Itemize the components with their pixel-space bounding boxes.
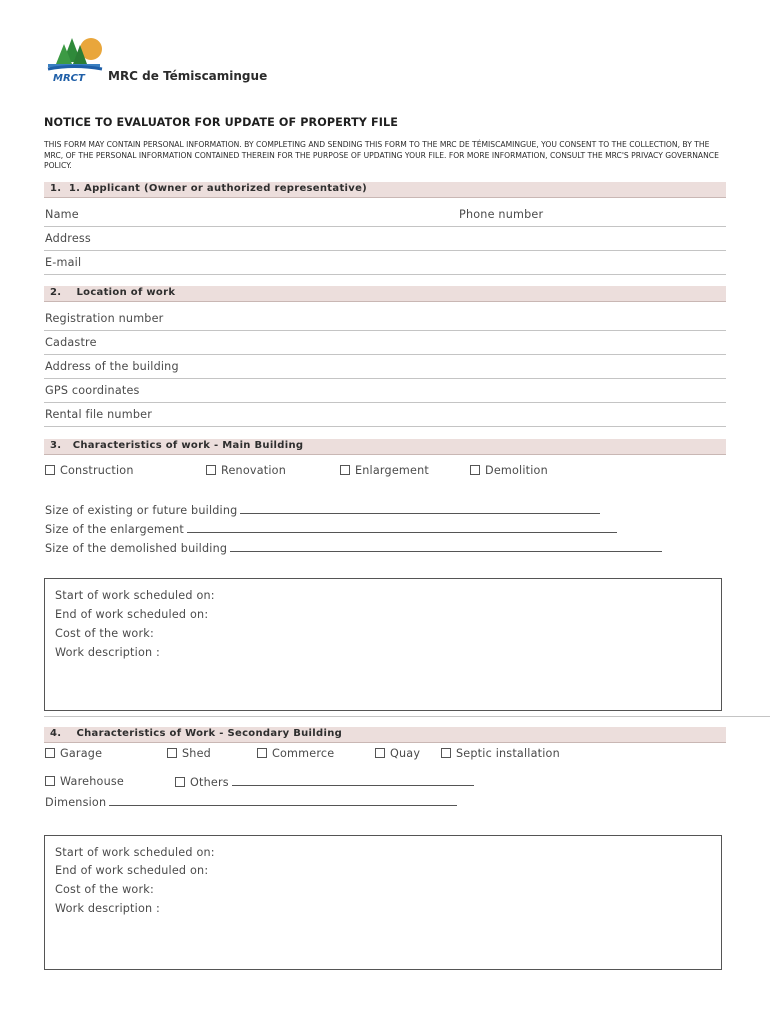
checkbox-icon (45, 465, 55, 475)
checkbox-icon (167, 748, 177, 758)
size-existing-label: Size of existing or future building (45, 504, 238, 517)
septic-installation-label: Septic installation (456, 747, 560, 760)
building-address-row[interactable] (44, 356, 726, 379)
section-3-title: 3. Characteristics of work - Main Building (50, 440, 304, 451)
checkbox-quay[interactable] (375, 747, 420, 760)
checkbox-garage[interactable] (45, 747, 102, 760)
section-1-title: 1. 1. Applicant (Owner or authorized representative) (50, 183, 368, 194)
size-demolished-line[interactable] (230, 541, 662, 552)
address-row[interactable] (44, 228, 726, 251)
registration-number-row[interactable] (44, 308, 726, 331)
garage-label: Garage (60, 747, 103, 760)
work-end-label: End of work scheduled on: (55, 608, 209, 621)
phone-label: Phone number (459, 208, 544, 221)
section-4-title: 4. Characteristics of Work - Secondary Building (50, 728, 343, 739)
main-building-work-details-box[interactable] (44, 578, 722, 711)
email-row[interactable] (44, 252, 726, 275)
section-4-header (44, 727, 726, 743)
secondary-building-work-details-box[interactable] (44, 835, 722, 970)
name-label: Name (45, 208, 79, 221)
svg-text:MRCT: MRCT (53, 73, 85, 84)
privacy-notice: THIS FORM MAY CONTAIN PERSONAL INFORMATION. BY COMPLETING AND SENDING THIS FORM TO THE MRC DE TÉMISCAMINGUE, YOU CONSENT TO THE COLLECTION, BY THE MRC, OF THE PERSONAL INFORMATION CONTAINED THEREIN FOR THE PURPOSE OF UPDATING YOUR FILE. FOR MORE INFORMATION, CONSULT THE MRC'S PRIVACY GOVERNANCE POLICY. (44, 140, 719, 170)
gps-coordinates-row[interactable] (44, 380, 726, 403)
form-title: NOTICE TO EVALUATOR FOR UPDATE OF PROPERTY FILE (44, 116, 398, 129)
section-2-header (44, 286, 726, 302)
size-enlargement-label: Size of the enlargement (45, 523, 184, 536)
email-label: E-mail (45, 256, 82, 269)
checkbox-icon (470, 465, 480, 475)
others-line[interactable] (232, 775, 474, 786)
section-3-header (44, 439, 726, 455)
dimension-line[interactable] (109, 795, 457, 806)
checkbox-icon (45, 776, 55, 786)
work-description-label: Work description : (55, 902, 161, 915)
registration-number-label: Registration number (45, 312, 164, 325)
work-cost-label: Cost of the work: (55, 627, 154, 640)
checkbox-commerce[interactable] (257, 747, 334, 760)
warehouse-label: Warehouse (60, 775, 124, 788)
checkbox-icon (257, 748, 267, 758)
work-end-label: End of work scheduled on: (55, 864, 209, 877)
name-phone-row[interactable] (44, 204, 726, 227)
checkbox-renovation[interactable] (206, 464, 286, 477)
size-demolished-label: Size of the demolished building (45, 542, 228, 555)
checkbox-shed[interactable] (167, 747, 211, 760)
section-2-title: 2. Location of work (50, 287, 176, 298)
rental-file-number-label: Rental file number (45, 408, 153, 421)
gps-coordinates-label: GPS coordinates (45, 384, 140, 397)
checkbox-enlargement[interactable] (340, 464, 429, 477)
commerce-label: Commerce (272, 747, 335, 760)
checkbox-icon (340, 465, 350, 475)
size-enlargement-field[interactable] (45, 522, 617, 536)
section-divider (44, 716, 770, 717)
dimension-field[interactable] (45, 795, 457, 809)
dimension-label: Dimension (45, 796, 107, 809)
checkbox-construction[interactable] (45, 464, 134, 477)
section-1-header (44, 182, 726, 198)
work-start-label: Start of work scheduled on: (55, 846, 215, 859)
checkbox-icon (206, 465, 216, 475)
checkbox-icon (175, 777, 185, 787)
address-label: Address (45, 232, 91, 245)
checkbox-icon (375, 748, 385, 758)
enlargement-label: Enlargement (355, 464, 429, 477)
work-cost-label: Cost of the work: (55, 883, 154, 896)
construction-label: Construction (60, 464, 134, 477)
others-label: Others (190, 776, 229, 789)
work-description-label: Work description : (55, 646, 161, 659)
work-start-label: Start of work scheduled on: (55, 589, 215, 602)
checkbox-demolition[interactable] (470, 464, 548, 477)
checkbox-icon (45, 748, 55, 758)
shed-label: Shed (182, 747, 211, 760)
size-existing-field[interactable] (45, 503, 600, 517)
demolition-label: Demolition (485, 464, 548, 477)
building-address-label: Address of the building (45, 360, 179, 373)
size-existing-line[interactable] (240, 503, 600, 514)
rental-file-number-row[interactable] (44, 404, 726, 427)
cadastre-row[interactable] (44, 332, 726, 355)
checkbox-icon (441, 748, 451, 758)
checkbox-warehouse[interactable] (45, 775, 124, 788)
size-enlargement-line[interactable] (187, 522, 617, 533)
checkbox-septic-installation[interactable] (441, 747, 560, 760)
size-demolished-field[interactable] (45, 541, 662, 555)
renovation-label: Renovation (221, 464, 286, 477)
checkbox-others[interactable] (175, 775, 474, 789)
organization-name: MRC de Témiscamingue (108, 69, 268, 83)
mrc-logo (44, 36, 110, 84)
cadastre-label: Cadastre (45, 336, 97, 349)
quay-label: Quay (390, 747, 421, 760)
